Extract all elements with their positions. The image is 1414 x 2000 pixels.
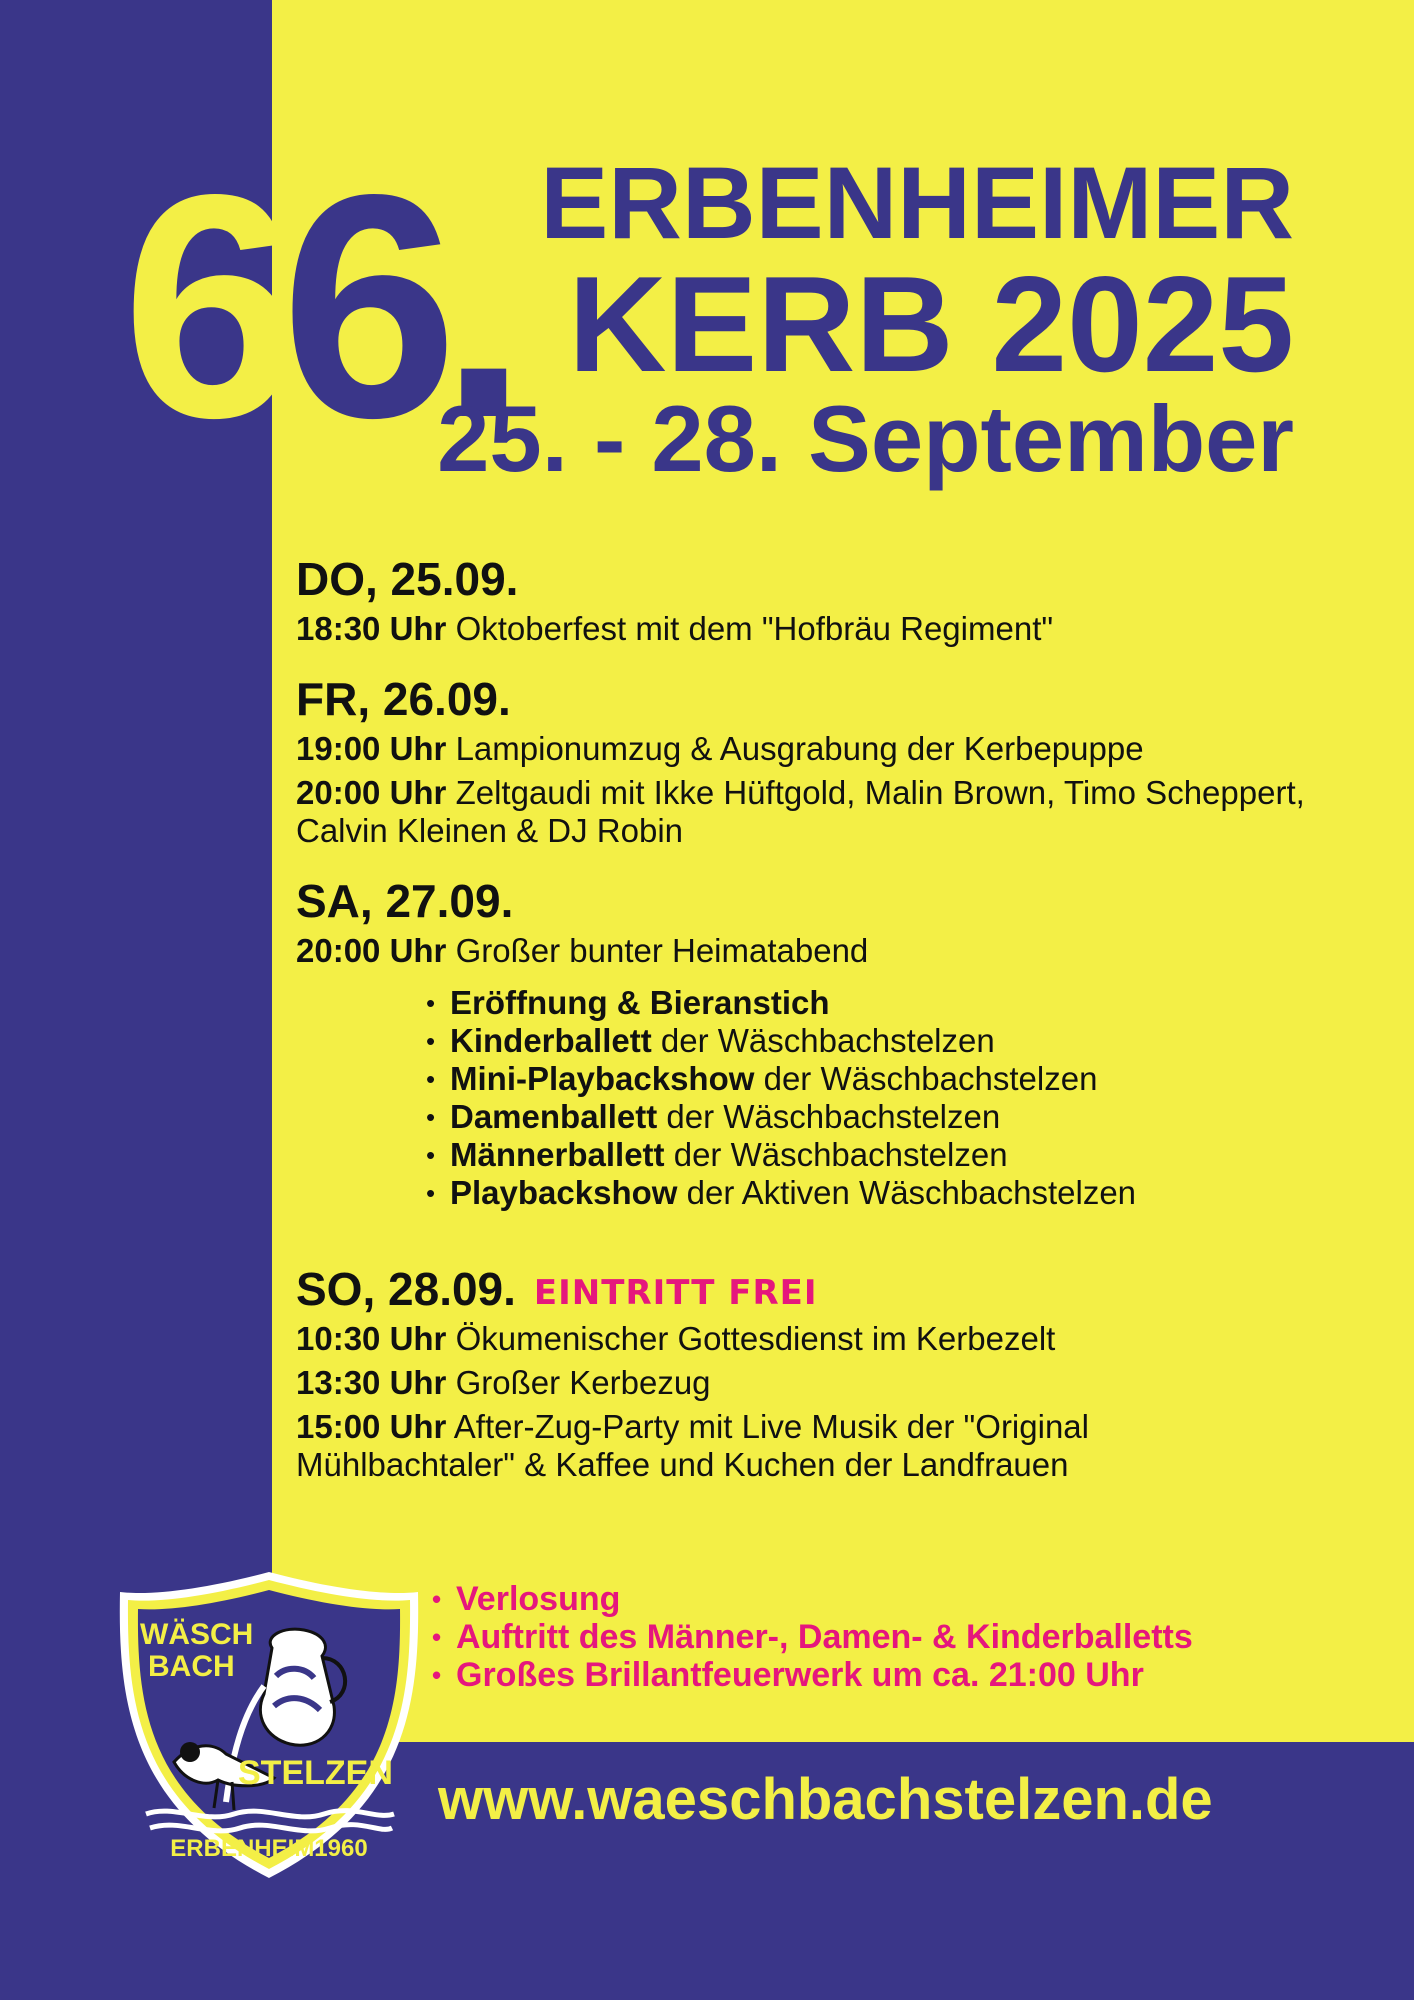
program-item <box>426 1136 1316 1174</box>
club-crest-icon <box>114 1566 424 1884</box>
event-text: Lampionumzug & Ausgrabung der Kerbepuppe <box>455 730 1144 767</box>
event-time: 19:00 Uhr <box>296 730 447 767</box>
event-line <box>296 610 1316 648</box>
program-item <box>426 1060 1316 1098</box>
program-item-rest: der Wäschbachstelzen <box>754 1060 1098 1097</box>
day-heading-sunday-label: SO, 28.09. <box>296 1263 516 1315</box>
website-link[interactable]: www.waeschbachstelzen.de <box>438 1767 1213 1832</box>
program-item-title: Mini-Playbackshow <box>450 1060 755 1097</box>
edition-digit-2: 6 <box>280 129 440 484</box>
event-line <box>296 774 1316 850</box>
program-item-rest: der Wäschbachstelzen <box>657 1098 1001 1135</box>
event-line <box>296 1408 1316 1484</box>
date-range: 25. - 28. September <box>437 386 1294 491</box>
event-text: After-Zug-Party mit Live Musik der "Original Mühlbachtaler" & Kaffee und Kuchen der Landfrauen <box>296 1408 1089 1483</box>
program-item-rest: der Aktiven Wäschbachstelzen <box>677 1174 1137 1211</box>
edition-dot: . <box>439 129 511 484</box>
highlight-item: • Verlosung <box>432 1580 1193 1618</box>
highlights-list <box>432 1580 1193 1694</box>
schedule <box>296 553 1316 1490</box>
event-text: Großer bunter Heimatabend <box>455 932 869 969</box>
event-time: 15:00 Uhr <box>296 1408 447 1445</box>
event-text: Oktoberfest mit dem "Hofbräu Regiment" <box>455 610 1054 647</box>
crest-text-3: STELZEN <box>238 1754 393 1792</box>
event-line <box>296 730 1316 768</box>
program-item-title: Damenballett <box>450 1098 658 1135</box>
event-time: 20:00 Uhr <box>296 774 447 811</box>
title-line-2: KERB 2025 <box>568 248 1294 400</box>
event-text: Ökumenischer Gottesdienst im Kerbezelt <box>455 1320 1056 1357</box>
event-line <box>296 1364 1316 1402</box>
highlight-item: • Großes Brillantfeuerwerk um ca. 21:00 Uhr <box>432 1656 1193 1694</box>
crest-text-2: BACH <box>148 1650 235 1683</box>
event-text: Zeltgaudi mit Ikke Hüftgold, Malin Brown, Timo Scheppert, Calvin Kleinen & DJ Robin <box>296 774 1305 849</box>
program-item <box>426 1174 1316 1212</box>
program-item <box>426 1098 1316 1136</box>
crest-text-4: ERBENHEIM1960 <box>170 1835 368 1862</box>
highlight-item: • Auftritt des Männer-, Damen- & Kinderballetts <box>432 1618 1193 1656</box>
program-item-title: Eröffnung & Bieranstich <box>450 984 830 1021</box>
crest-text-1: WÄSCH <box>140 1618 254 1651</box>
event-time: 18:30 Uhr <box>296 610 447 647</box>
program-item <box>426 1022 1316 1060</box>
day-heading-friday: FR, 26.09. <box>296 673 511 725</box>
event-time: 20:00 Uhr <box>296 932 447 969</box>
event-time: 10:30 Uhr <box>296 1320 447 1357</box>
program-item-rest: der Wäschbachstelzen <box>664 1136 1008 1173</box>
program-item-title: Kinderballett <box>450 1022 652 1059</box>
event-line <box>296 932 1316 970</box>
day-heading-saturday: SA, 27.09. <box>296 875 514 927</box>
program-item-title: Männerballett <box>450 1136 665 1173</box>
program-item <box>426 984 1316 1022</box>
event-line <box>296 1320 1316 1358</box>
event-text: Großer Kerbezug <box>455 1364 711 1401</box>
free-entry-badge: EINTRITT FREI <box>533 1272 818 1313</box>
event-time: 13:30 Uhr <box>296 1364 447 1401</box>
program-list <box>426 984 1316 1212</box>
day-heading-sunday <box>296 1263 1316 1315</box>
edition-digit-1: 6 <box>122 129 281 484</box>
title-line-1: ERBENHEIMER <box>540 146 1294 260</box>
program-item-rest: der Wäschbachstelzen <box>651 1022 995 1059</box>
program-item-title: Playbackshow <box>450 1174 678 1211</box>
day-heading-thursday: DO, 25.09. <box>296 553 519 605</box>
